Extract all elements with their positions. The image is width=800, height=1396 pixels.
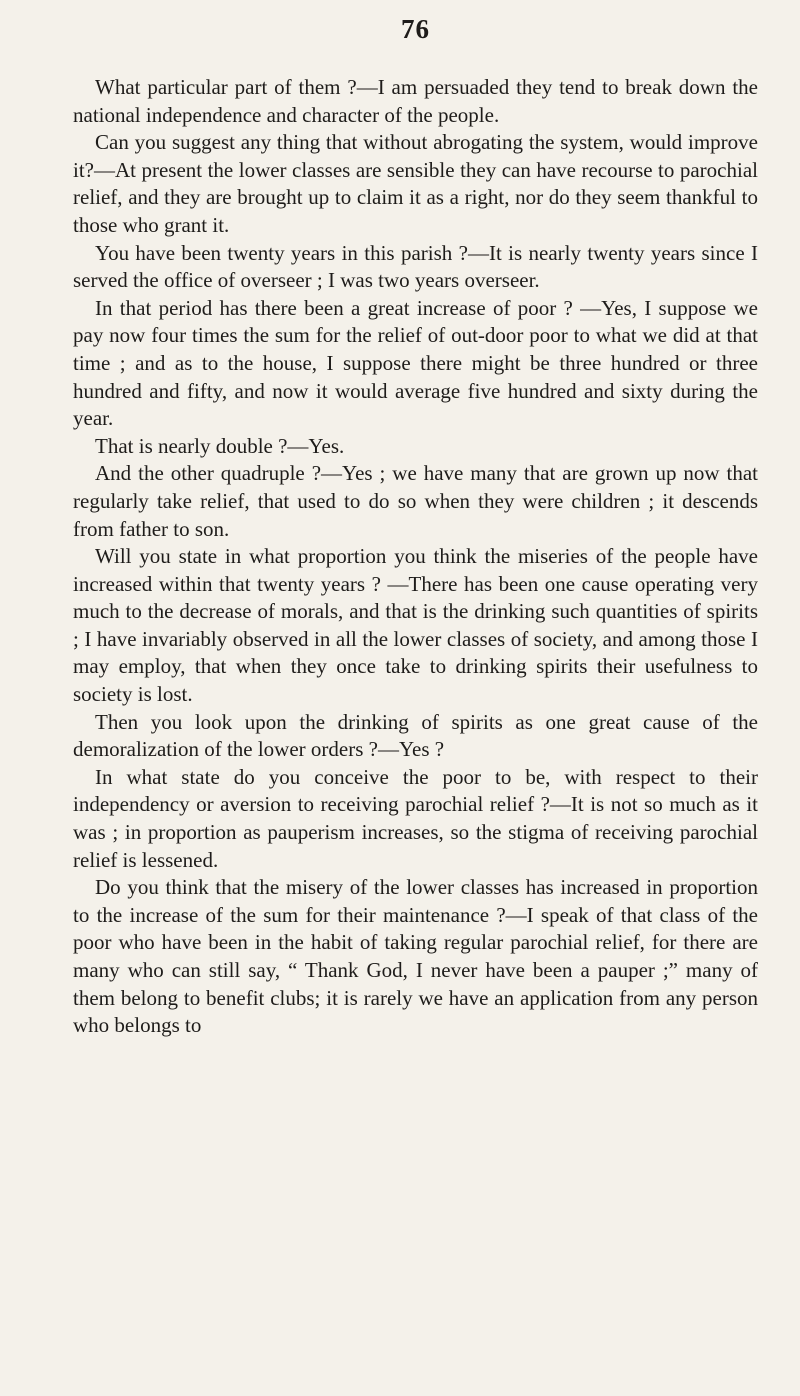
paragraph: Then you look upon the drinking of spirits as one great cause of the demoralization of the lower orders ?—Yes ? [73,709,758,762]
paragraph: That is nearly double ?—Yes. [95,433,345,458]
paragraph: Do you think that the misery of the lower classes has increased in proportion to the increase of the sum for their maintenance ?—I speak of that class of the poor who have been in the habit of taking regular parochial relief, for there are many who can still say, “ Thank God, I never have been a pauper ;” many of them belong to benefit clubs; it is rarely we have an application from any person who belongs to [73,875,758,1038]
paragraph: Can you suggest any thing that without abrogating the system, would improve it?—At present the lower classes are sensible they can have recourse to parochial relief, and they are brought up to claim it as a right, nor do they seem thankful to those who grant it. [73,130,758,237]
paragraph: What particular part of them ?—I am persuaded they tend to break down the national independence and character of the people. [73,75,758,127]
paragraph: In what state do you conceive the poor to be, with respect to their independency or aversion to receiving parochial relief ?—It is not so much as it was ; in proportion as pauperism increases, so the stigma of receiving parochial relief is lessened. [73,764,758,872]
paragraph: In that period has there been a great increase of poor ? —Yes, I suppose we pay now four times the sum for the relief of out-door poor to what we did at that time ; and as to the house, I suppose there might be three hundred or three hundred and fifty, and now it would average five hundred and sixty during the year. [73,295,758,431]
paragraph: You have been twenty years in this parish ?—It is nearly twenty years since I served the office of overseer ; I was two years overseer. [73,240,758,293]
page-number: 76 [401,14,430,44]
paragraph: And the other quadruple ?—Yes ; we have many that are grown up now that regularly take relief, that used to do so when they were children ; it descends from father to son. [73,461,758,541]
page-body [73,74,758,1040]
paragraph: Will you state in what proportion you think the miseries of the people have increased within that twenty years ? —There has been one cause operating very much to the decrease of morals, and that is the drinking such quantities of spirits ; I have invariably observed in all the lower classes of society, and among those I may employ, that when they once take to drinking spirits their usefulness to society is lost. [73,544,758,707]
